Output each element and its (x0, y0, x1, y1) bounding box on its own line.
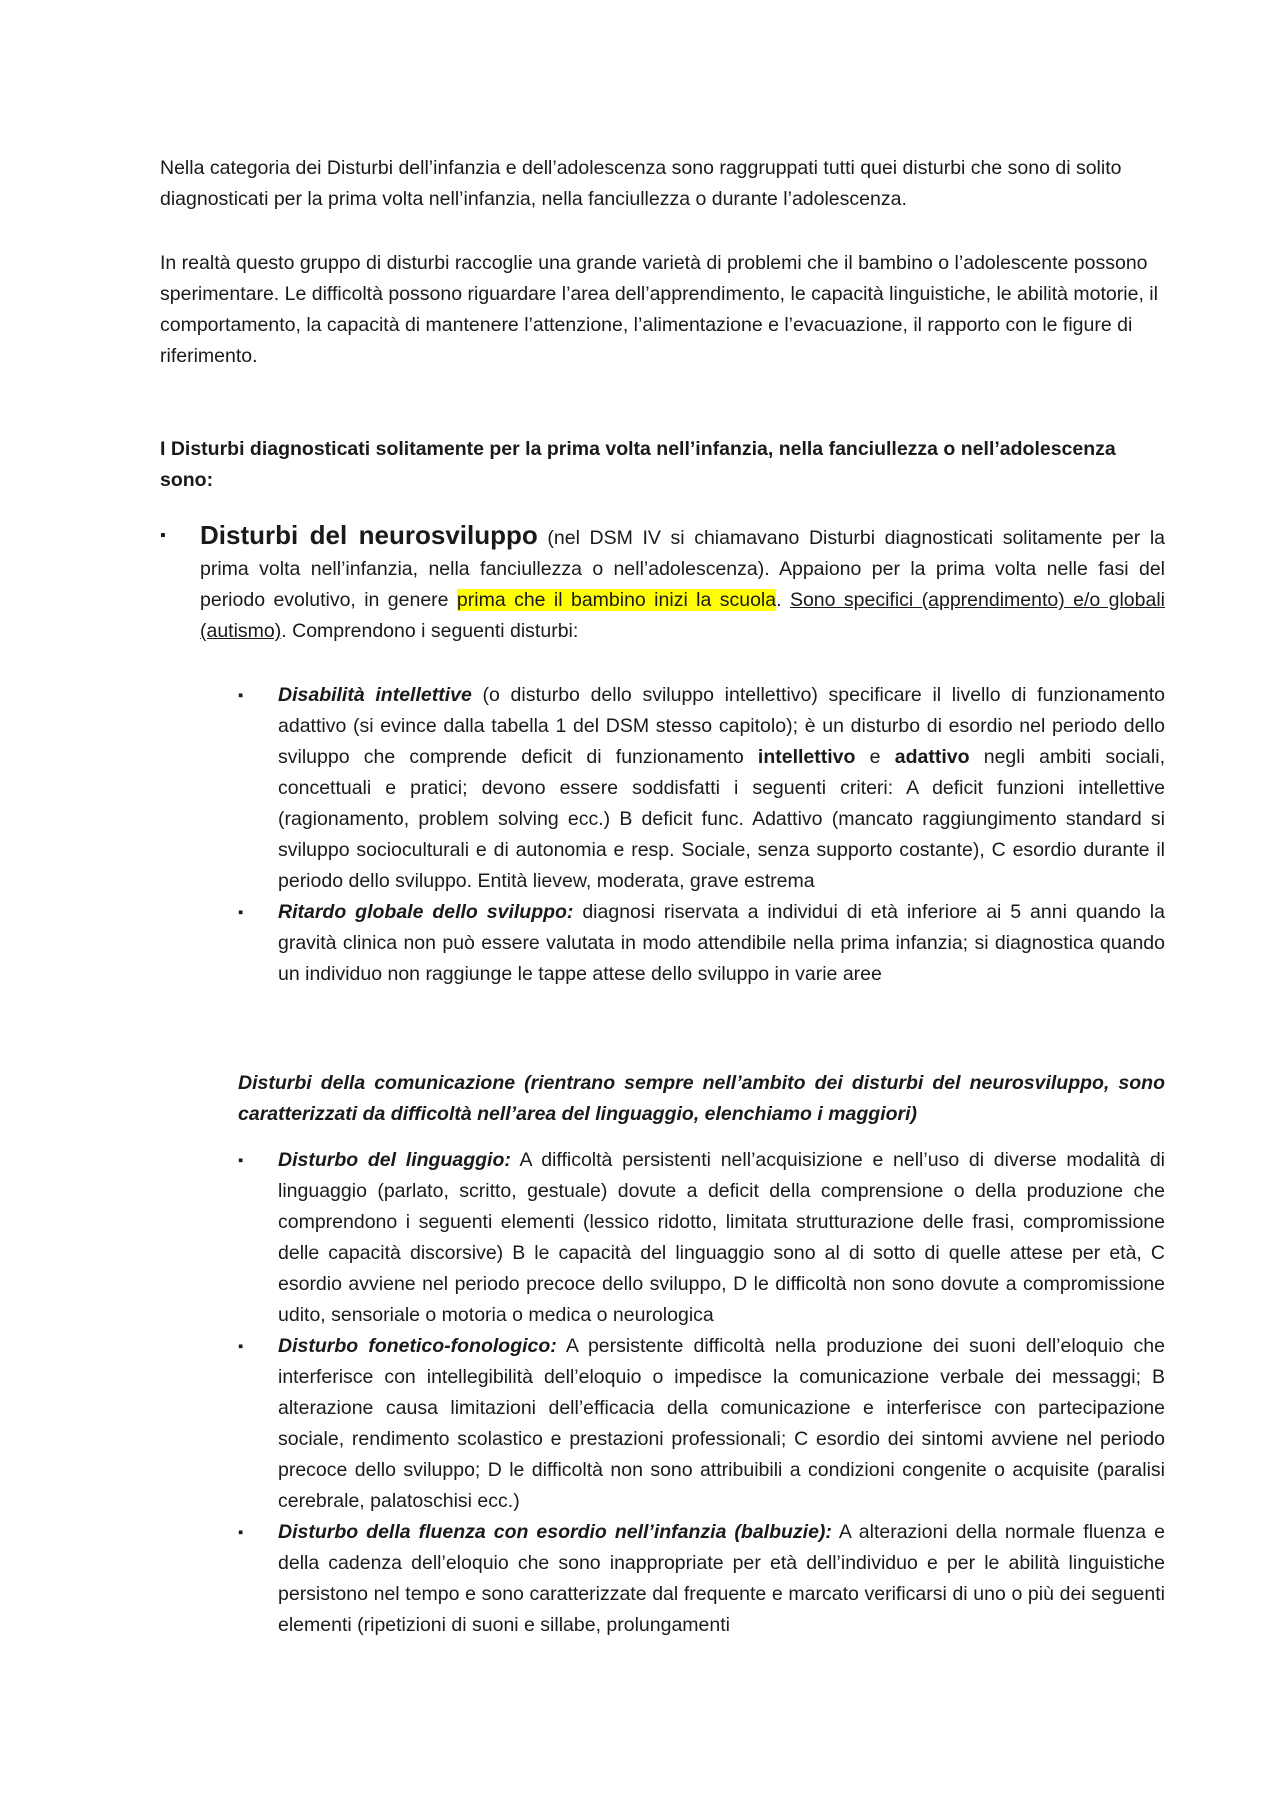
list-item-text: e (855, 746, 895, 768)
bullet-marker: ▪ (238, 904, 244, 921)
list-item (238, 1145, 1165, 1331)
communication-disorders-heading: Disturbi della comunicazione (rientrano sempre nell’ambito dei disturbi del neurosviluppo, sono caratterizzati da difficoltà nell’area del linguaggio, elenchiamo i maggiori) (238, 1072, 1165, 1125)
highlighted-text: prima che il bambino inizi la scuola (456, 589, 777, 611)
list-item-bold: intellettivo (757, 746, 856, 768)
bullet-marker: ▪ (238, 1524, 244, 1541)
list-item-bold: adattivo (894, 746, 970, 768)
bullet-marker: ▪ (238, 1338, 244, 1355)
neurodevelopment-text-3: . Comprendono i seguenti disturbi: (281, 620, 579, 642)
intro-paragraph-1: Nella categoria dei Disturbi dell’infanzia e dell’adolescenza sono raggruppati tutti quei disturbi che sono di solito diagnosticati per la prima volta nell’infanzia, nella fanciullezza o durante l’adolescenza. (160, 157, 1122, 210)
neurodevelopment-bullet (160, 520, 1165, 647)
list-item-term: Disturbo del linguaggio: (278, 1149, 511, 1171)
underlined-text: Sono specifici (apprendimento) e/o globali (autismo) (200, 589, 1166, 642)
list-item (238, 897, 1165, 990)
neurodevelopment-sublist (238, 680, 1165, 990)
bullet-marker: ▪ (238, 1152, 244, 1169)
section-heading: I Disturbi diagnosticati solitamente per la prima volta nell’infanzia, nella fanciullezza o nell’adolescenza sono: (160, 438, 1116, 491)
list-item (238, 680, 1165, 897)
list-item (238, 1331, 1165, 1517)
intro-paragraph-2: In realtà questo gruppo di disturbi raccoglie una grande varietà di problemi che il bambino o l’adolescente possono sperimentare. Le difficoltà possono riguardare l’area dell’apprendimento, le capacità linguistiche, le abilità motorie, il comportamento, la capacità di mantenere l’attenzione, l’alimentazione e l’evacuazione, il rapporto con le figure di riferimento. (160, 252, 1158, 367)
bullet-content (200, 520, 1165, 647)
list-item-term: Ritardo globale dello sviluppo: (278, 901, 574, 923)
list-item-term: Disturbo della fluenza con esordio nell’infanzia (balbuzie): (278, 1521, 832, 1543)
list-item-text: negli ambiti sociali, concettuali e pratici; devono essere soddisfatti i seguenti criteri: A deficit funzioni intellettive (ragionamento, problem solving ecc.) B deficit func. Adattivo (mancato raggiungimento standard si sviluppo socioculturali e di autonomia e resp. Sociale, senza supporto costante), C esordio durante il periodo dello sviluppo. Entità lievew, moderata, grave estrema (278, 746, 1165, 892)
bullet-marker: ▪ (238, 687, 244, 704)
list-item-text: (o disturbo dello sviluppo intellettivo) specificare il livello di funzionamento adattivo (si evince dalla tabella 1 del DSM stesso capitolo); è un disturbo di esordio nel periodo dello sviluppo che comprende deficit di funzionamento (278, 684, 1166, 768)
list-item-text: A difficoltà persistenti nell’acquisizione e nell’uso di diverse modalità di linguaggio (parlato, scritto, gestuale) dovute a deficit della comprensione o della produzione che comprendono i seguenti elementi (lessico ridotto, limitata strutturazione delle frasi, compromissione delle capacità discorsive) B le capacità del linguaggio sono al di sotto di quelle attese per età, C esordio avviene nel periodo precoce dello sviluppo, D le difficoltà non sono dovute a compromissione udito, sensoriale o motoria o medica o neurologica (278, 1149, 1166, 1326)
list-item (238, 1517, 1165, 1641)
list-item-text: A persistente difficoltà nella produzione dei suoni dell’eloquio che interferisce con intellegibilità dell’eloquio o impedisce la comunicazione verbale dei messaggi; B alterazione causa limitazioni dell’efficacia della comunicazione e interferisce con partecipazione sociale, rendimento scolastico e prestazioni professionali; C esordio dei sintomi avviene nel periodo precoce dello sviluppo; D le difficoltà non sono attribuibili a condizioni congenite o acquisite (paralisi cerebrale, palatoschisi ecc.) (278, 1335, 1165, 1512)
neurodevelopment-title: Disturbi del neurosviluppo (200, 520, 538, 550)
list-item-term: Disturbo fonetico-fonologico: (278, 1335, 557, 1357)
communication-sublist (238, 1145, 1165, 1641)
list-item-term: Disabilità intellettive (278, 684, 472, 706)
neurodevelopment-text-2: . (776, 589, 790, 611)
neurodevelopment-text-1: (nel DSM IV si chiamavano Disturbi diagnosticati solitamente per la prima volta nell’infanzia, nella fanciullezza o nell’adolescenza). Appaiono per la prima volta nelle fasi del periodo evolutivo, in genere (200, 527, 1166, 611)
list-item-text: diagnosi riservata a individui di età inferiore ai 5 anni quando la gravità clinica non può essere valutata in modo attendibile nella prima infanzia; si diagnostica quando un individuo non raggiunge le tappe attese dello sviluppo in varie aree (278, 901, 1165, 985)
bullet-marker: ▪ (160, 527, 166, 544)
list-item-text: A alterazioni della normale fluenza e della cadenza dell’eloquio che sono inappropriate per età dell’individuo e per le abilità linguistiche persistono nel tempo e sono caratterizzate dal frequente e marcato verificarsi di uno o più dei seguenti elementi (ripetizioni di suoni e sillabe, prolungamenti (278, 1521, 1165, 1636)
